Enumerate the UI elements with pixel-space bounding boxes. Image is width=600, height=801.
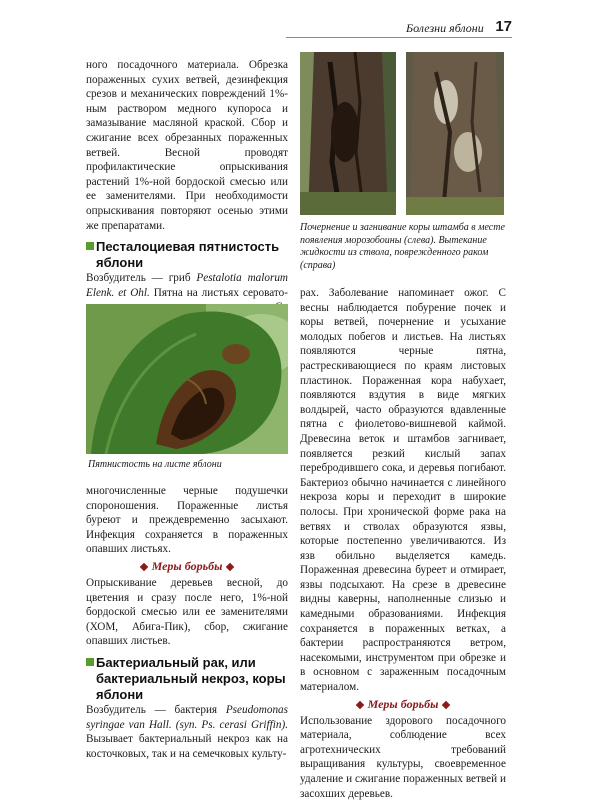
- pest-text-b: Пятна на листьях серовато-: [153, 286, 288, 299]
- pest-text-a: Возбудитель — гриб: [86, 272, 197, 285]
- bact-measures-label: Меры борьбы: [367, 696, 439, 711]
- left-column-bottom: [86, 484, 288, 761]
- bact-pathogen: Pseudomonas syringae van Hall. (syn. Ps. cerasi Griffin).: [86, 703, 288, 731]
- pest-pathogen: Pestalotia malorum Elenk. et Ohl.: [86, 272, 288, 299]
- pest-measures-heading: [86, 559, 288, 574]
- pest-heading: [86, 239, 288, 271]
- bact-text-b: Вызывает бактериальный некроз как на косточковых, так и на семечковых культу-: [86, 733, 288, 760]
- leaf-caption: Пятнистость на листе яблони: [88, 459, 222, 470]
- green-square-icon: [86, 242, 94, 250]
- bact-text-a: Возбудитель — бактерия: [86, 703, 226, 716]
- pest-continuation: многочисленные черные подушечки спороношения. Пораженные листья буреют и преждевременно засыхают. Инфекция сохраняется в пораженных опавших листьях.: [86, 485, 288, 556]
- diamond-icon: [442, 701, 450, 709]
- bark-caption: Почернение и загнивание коры штамба в месте появления морозобоины (слева). Вытекание жидкости из ствола, поврежденного раком (справа): [300, 222, 505, 271]
- pest-measures-label: Меры борьбы: [151, 558, 223, 573]
- left-column-top: [86, 58, 288, 344]
- page-header: [286, 18, 512, 38]
- bact-measures-heading: [300, 697, 506, 712]
- bact-description: рах. Заболевание напоминает ожог. С весны наблюдается побурение почек и коры ветвей, почернение и усыхание молодых побегов и листьев. На листьях появляются черные пятна, растрескивающиеся по краям листовых пластинок. Пораженная кора набухает, появляются вздутия в виде мягких волдырей, часто образуются вдавленные пятна с фиолетово-вишневой каймой. Древесина веток и штамбов загнивает, появляется резкий кислый запах перебродившего сока, и деревья погибают. Бактериоз обычно начинается с линейного некроза коры и переходит в широкие полосы. При хронической форме рака на ветвях и стволах образуются язвы, которые постепенно увеличиваются. Из язв обильно выделяется камедь. Пораженная древесина буреет и отмирает, язвы подсыхают. На срезе в древесине видны каверны, наполненные слизью и камедными образованиями. Инфекция сохраняется в пораженных ветках, а бактерии распространяются ветром, насекомыми, инструментом при обрезке и в основном с зараженным посадочным материалом.: [300, 287, 506, 694]
- leaf-spot-photo: [86, 304, 288, 454]
- green-square-icon: [86, 658, 94, 666]
- bact-heading-text: Бактериальный рак, или бактериальный некроз, коры яблони: [96, 654, 286, 702]
- page-number: 17: [495, 18, 512, 35]
- diamond-icon: [355, 701, 363, 709]
- diamond-icon: [226, 563, 234, 571]
- running-title: Болезни яблони: [406, 21, 484, 35]
- pest-heading-text: Песталоциевая пятнистость яблони: [96, 239, 280, 271]
- bact-control-paragraph: Использование здорового посадочного материала, соблюдение всех агротехнических требований выращивания культуры, своевременное удаление и сжигание пораженных ветвей и засохших деревьев.: [300, 714, 506, 800]
- bact-paragraph: [86, 703, 288, 761]
- right-column-body: [300, 286, 506, 801]
- bact-heading: [86, 655, 288, 703]
- diamond-icon: [139, 563, 147, 571]
- header-rule: [286, 37, 512, 38]
- pest-control-paragraph: Опрыскивание деревьев весной, до цветения и сразу после него, 1%-ной бордоской смесью или ее заменителями (ХОМ, Абига-Пик), сбор, сжигание опавших листьев.: [86, 576, 288, 648]
- intro-paragraph: ного посадочного материала. Обрезка пораженных сухих ветвей, дезинфекция срезов и механических повреждений 1%-ным раствором медного купороса и замазывание масляной краской. Сбор и сжигание всех обрезанных пораженных ветвей. Весной проводят профилактические опрыскивания растений 1%-ной бордоской смесью или ее заменителями. При необходимости опрыскивания повторяют осенью этими же препаратами.: [86, 59, 288, 232]
- canker-bark-photo: [406, 52, 504, 215]
- frost-crack-bark-photo: [300, 52, 396, 215]
